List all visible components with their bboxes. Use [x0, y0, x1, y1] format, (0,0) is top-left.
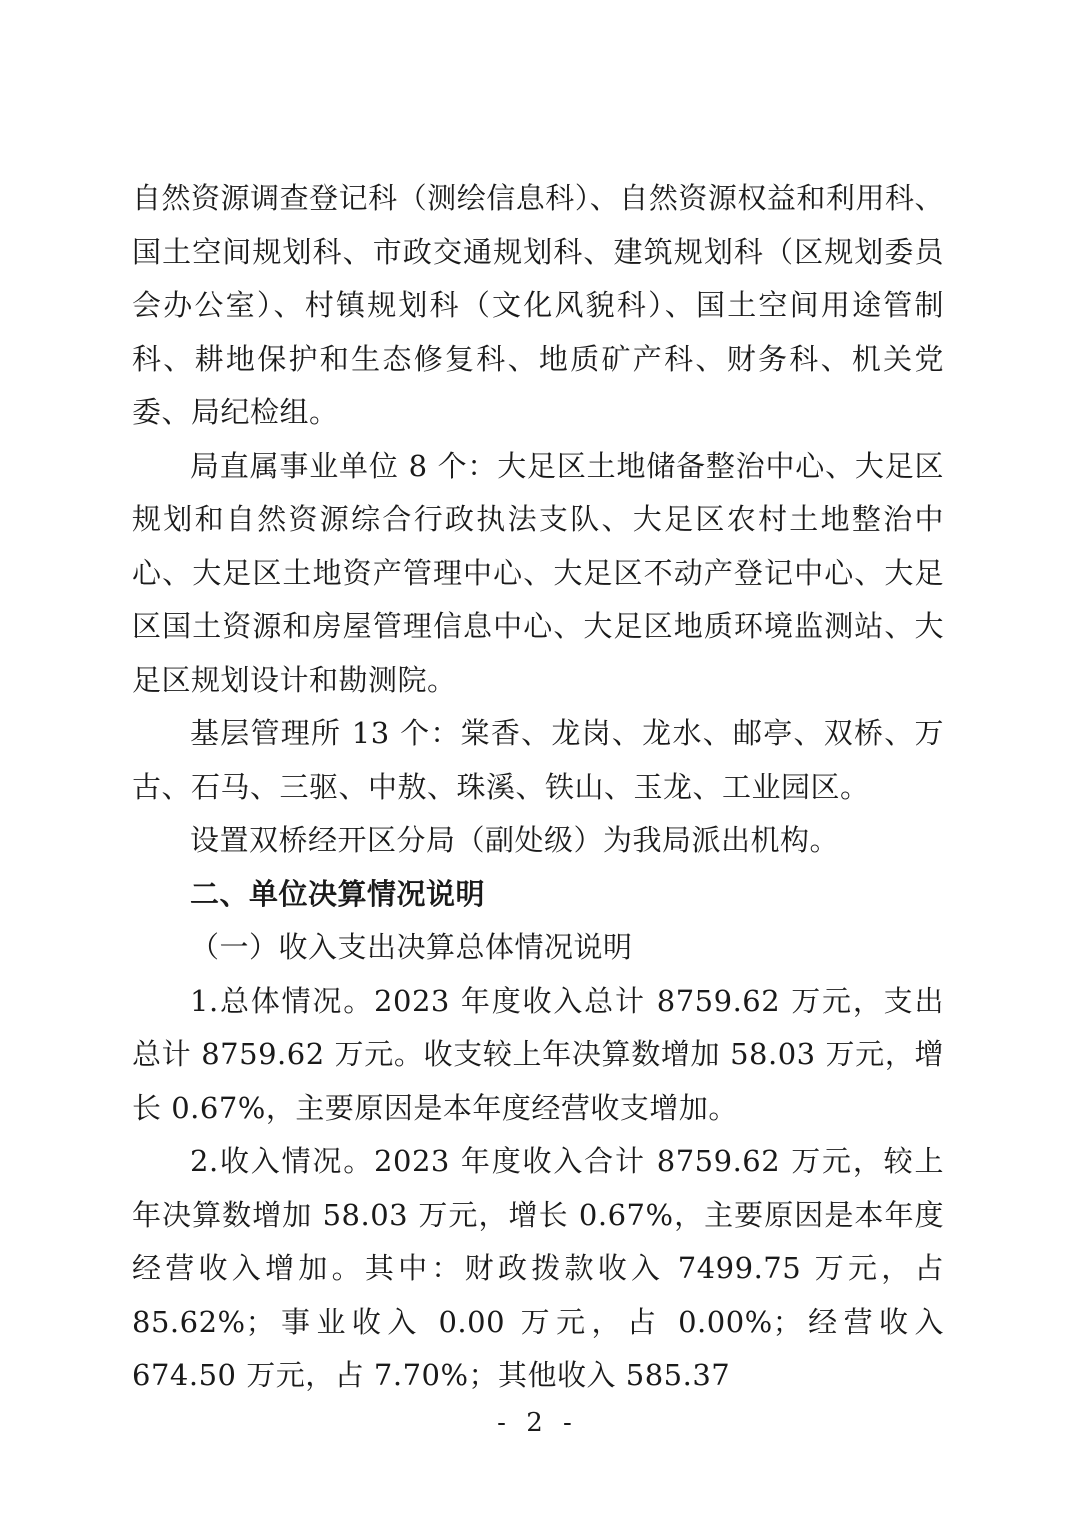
section-heading: 二、单位决算情况说明 [190, 876, 486, 911]
page-number: - 2 - [497, 1408, 578, 1438]
paragraph-branch-office: 设置双桥经开区分局（副处级）为我局派出机构。 [190, 823, 840, 857]
paragraph-grassroots-offices: 基层管理所 13 个：棠香、龙岗、龙水、邮亭、双桥、万古、石马、三驱、中敖、珠溪、铁山、玉龙、工业园区。 [132, 716, 944, 804]
subsection-heading: （一）收入支出决算总体情况说明 [190, 930, 633, 964]
paragraph-internal-departments: 自然资源调查登记科（测绘信息科）、自然资源权益和利用科、国土空间规划科、市政交通规划科、建筑规划科（区规划委员会办公室）、村镇规划科（文化风貌科）、国土空间用途管制科、耕地保护和生态修复科、地质矿产科、财务科、机关党委、局纪检组。 [132, 181, 944, 429]
body-text [132, 172, 944, 1403]
paragraph-affiliated-institutions: 局直属事业单位 8 个：大足区土地储备整治中心、大足区规划和自然资源综合行政执法支队、大足区农村土地整治中心、大足区土地资产管理中心、大足区不动产登记中心、大足区国土资源和房屋管理信息中心、大足区地质环境监测站、大足区规划设计和勘测院。 [132, 448, 944, 697]
paragraph-overall-situation: 1.总体情况。2023 年度收入总计 8759.62 万元，支出总计 8759.62 万元。收支较上年决算数增加 58.03 万元，增长 0.67%，主要原因是本年度经营收支增加。 [132, 983, 944, 1125]
paragraph-income-situation: 2.收入情况。2023 年度收入合计 8759.62 万元，较上年决算数增加 58.03 万元，增长 0.67%，主要原因是本年度经营收入增加。其中：财政拨款收入 7499.75 万元，占 85.62%；事业收入 0.00 万元，占 0.00%；经营收入 674.50 万元，占 7.70%；其他收入 585.37 [132, 1144, 944, 1392]
